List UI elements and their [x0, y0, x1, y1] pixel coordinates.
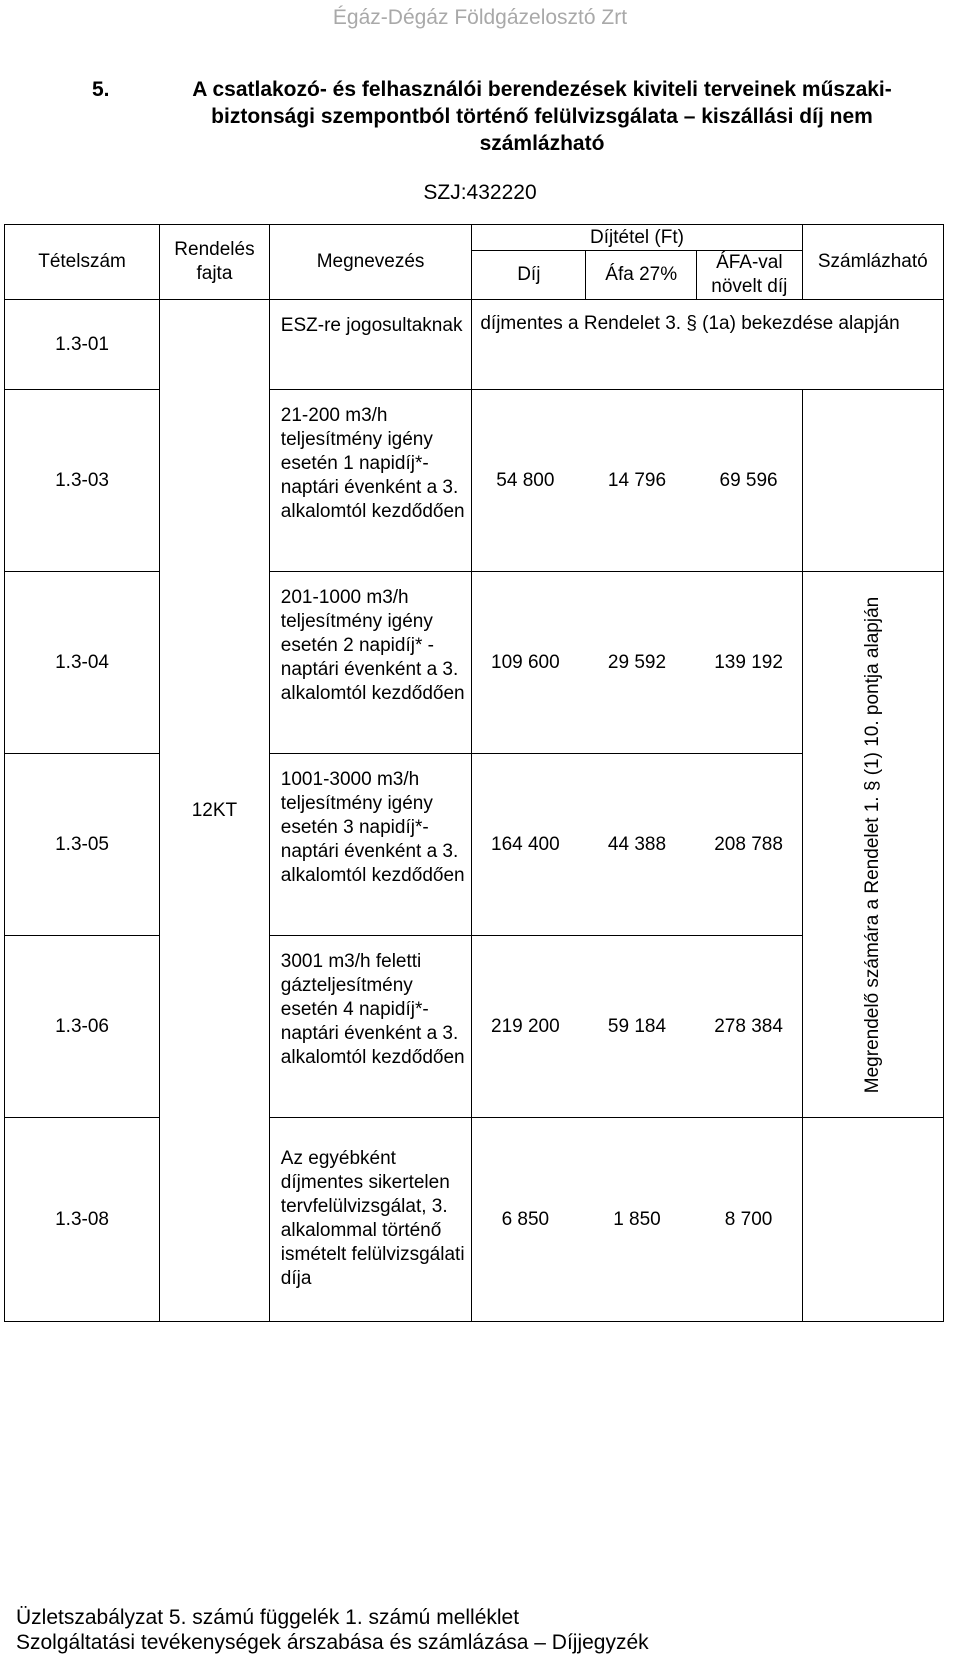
fee-table	[4, 224, 944, 1322]
item-id: 1.3-03	[5, 390, 160, 572]
header-order-type: Rendelés fajta	[160, 225, 270, 300]
item-description: Az egyébként díjmentes sikertelen tervfelülvizsgálat, 3. alkalommal történő ismételt felülvizsgálati díja	[269, 1118, 472, 1322]
header-billable: Számlázható	[802, 225, 943, 300]
gross-value: 278 384	[714, 1015, 783, 1037]
item-values	[472, 936, 802, 1118]
item-description: 21-200 m3/h teljesítmény igény esetén 1 napidíj*- naptári évenként a 3. alkalomtól kezdődően	[269, 390, 472, 572]
table-row	[5, 1118, 944, 1322]
item-description: 3001 m3/h feletti gázteljesítmény esetén 4 napidíj*- naptári évenként a 3. alkalomtól kezdődően	[269, 936, 472, 1118]
company-name: Égáz-Dégáz Földgázelosztó Zrt	[332, 6, 628, 29]
table-row	[5, 300, 944, 390]
header-gross: ÁFA-val növelt díj	[697, 251, 803, 300]
free-note: díjmentes a Rendelet 3. § (1a) bekezdése alapján	[472, 300, 944, 390]
table-row	[5, 572, 944, 754]
item-description: 201-1000 m3/h teljesítmény igény esetén 2 napidíj* - naptári évenként a 3. alkalomtól kezdődően	[269, 572, 472, 754]
gross-value: 8 700	[724, 1208, 773, 1230]
item-id: 1.3-04	[5, 572, 160, 754]
vat-value: 44 388	[607, 833, 667, 855]
item-id: 1.3-08	[5, 1118, 160, 1322]
header-name: Megnevezés	[269, 225, 472, 300]
item-description: ESZ-re jogosultaknak	[269, 300, 472, 390]
gross-value: 139 192	[714, 651, 783, 673]
fee-value: 219 200	[491, 1015, 560, 1037]
header-item-no: Tételszám	[5, 225, 160, 300]
header-rate-group: Díjtétel (Ft)	[472, 225, 802, 251]
table-row	[5, 390, 944, 572]
fee-value: 54 800	[496, 469, 555, 491]
header-vat: Áfa 27%	[586, 251, 697, 300]
vat-value: 29 592	[607, 651, 667, 673]
item-id: 1.3-05	[5, 754, 160, 936]
section-heading	[92, 76, 912, 157]
footer-line-1: Üzletszabályzat 5. számú függelék 1. számú melléklet	[16, 1606, 520, 1629]
header-fee: Díj	[472, 251, 586, 300]
szj-code: SZJ:432220	[423, 181, 537, 204]
item-values	[472, 572, 802, 754]
item-values	[472, 390, 802, 572]
vat-value: 59 184	[607, 1015, 667, 1037]
order-type-cell: 12KT	[160, 300, 270, 1322]
billable-cell	[802, 572, 943, 1118]
item-values	[472, 1118, 802, 1322]
item-id: 1.3-06	[5, 936, 160, 1118]
section-title: A csatlakozó- és felhasználói berendezések kiviteli terveinek műszaki-biztonsági szempontból történő felülvizsgálata – kiszállási díj nem számlázható	[192, 78, 892, 155]
gross-value: 69 596	[719, 469, 778, 491]
section-number: 5.	[92, 78, 110, 101]
item-values	[472, 754, 802, 936]
vat-value: 1 850	[613, 1208, 661, 1230]
billable-note: Megrendelő számára a Rendelet 1. § (1) 10. pontja alapján	[861, 596, 883, 1093]
item-id: 1.3-01	[5, 300, 160, 390]
fee-value: 164 400	[491, 833, 560, 855]
gross-value: 208 788	[714, 833, 783, 855]
fee-value: 6 850	[501, 1208, 550, 1230]
vat-value: 14 796	[607, 469, 667, 491]
fee-value: 109 600	[491, 651, 560, 673]
item-description: 1001-3000 m3/h teljesítmény igény esetén 3 napidíj*- naptári évenként a 3. alkalomtól kezdődően	[269, 754, 472, 936]
footer-line-2: Szolgáltatási tevékenységek árszabása és számlázása – Díjjegyzék	[16, 1631, 649, 1654]
